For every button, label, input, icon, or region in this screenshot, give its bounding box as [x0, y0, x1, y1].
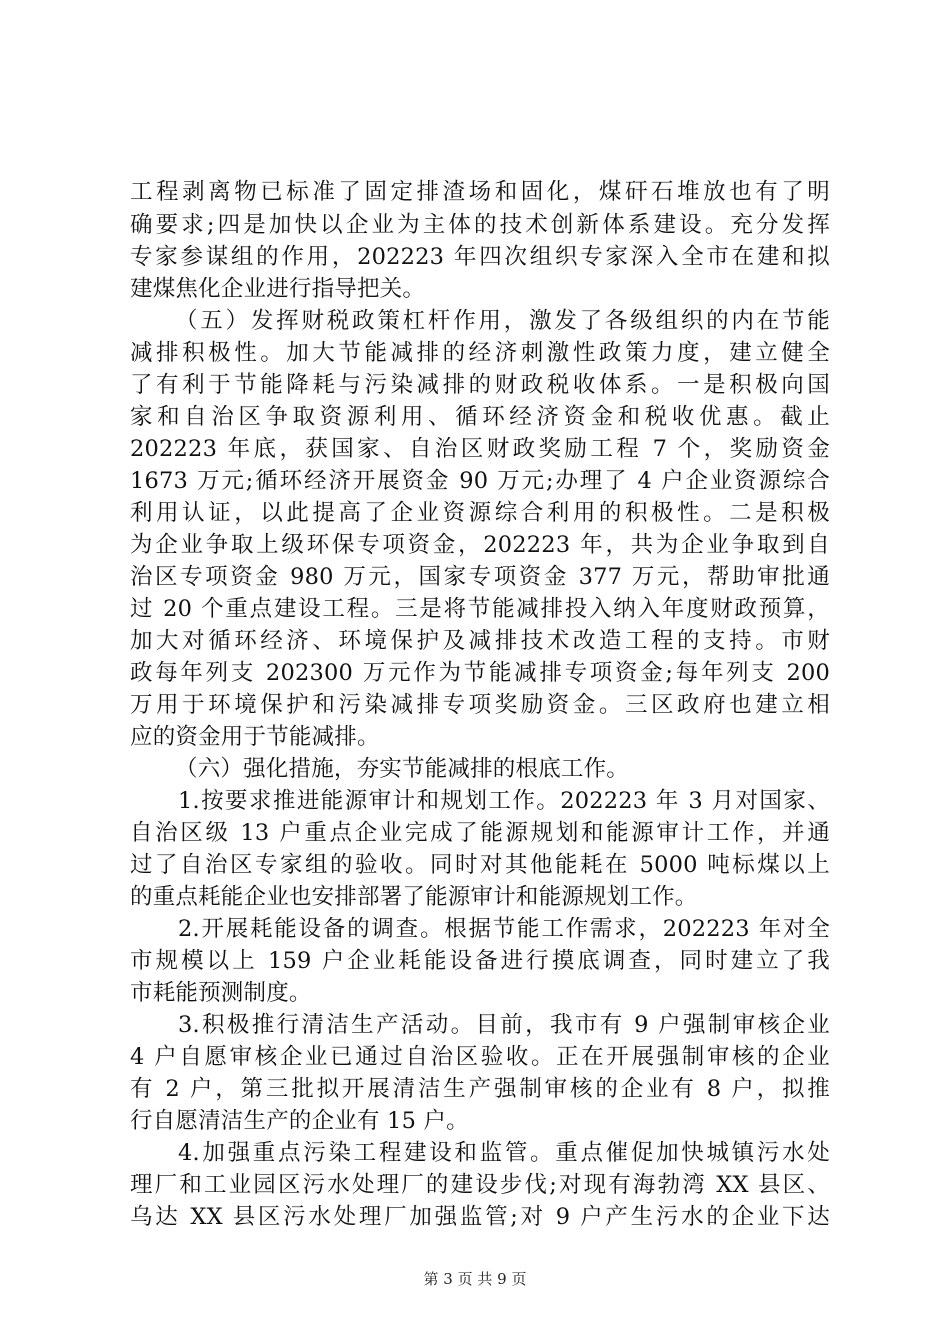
text-line: 市耗能预测制度。: [130, 980, 312, 1006]
text-line: 1673 万元;循环经济开展资金 90 万元;办理了 4 户企业资源综合: [130, 468, 830, 494]
text-line: 4 户自愿审核企业已通过自治区验收。正在开展强制审核的企业: [130, 1044, 830, 1070]
text-line: 加大对循环经济、环境保护及减排技术改造工程的支持。市财: [130, 628, 830, 654]
list-item-1: 1.按要求推进能源审计和规划工作。202223 年 3 月对国家、: [178, 788, 830, 814]
text-line: 理厂和工业园区污水处理厂的建设步伐;对现有海勃湾 XX 县区、: [130, 1172, 830, 1198]
text-line: 确要求;四是加快以企业为主体的技术创新体系建设。充分发挥: [130, 212, 830, 238]
text-line: 过了自治区专家组的验收。同时对其他能耗在 5000 吨标煤以上: [130, 852, 830, 878]
text-line: 为企业争取上级环保专项资金，202223 年，共为企业争取到自: [130, 532, 830, 558]
text-line: 自治区级 13 户重点企业完成了能源规划和能源审计工作，并通: [130, 820, 830, 846]
text-line: 家和自治区争取资源利用、循环经济资金和税收优惠。截止: [130, 404, 830, 430]
text-line: 过 20 个重点建设工程。三是将节能减排投入纳入年度财政预算，: [130, 596, 830, 622]
text-line: 利用认证，以此提高了企业资源综合利用的积极性。二是积极: [130, 500, 830, 526]
text-line: 行自愿清洁生产的企业有 15 户。: [130, 1108, 469, 1134]
page-number-footer: 第 3 页 共 9 页: [423, 1270, 527, 1288]
text-line: 市规模以上 159 户企业耗能设备进行摸底调查，同时建立了我: [130, 948, 830, 974]
text-line: 应的资金用于节能减排。: [130, 724, 380, 750]
text-line: 乌达 XX 县区污水处理厂加强监管;对 9 户产生污水的企业下达: [130, 1204, 830, 1230]
text-line: 建煤焦化企业进行指导把关。: [130, 276, 426, 302]
text-line: 了有利于节能降耗与污染减排的财政税收体系。一是积极向国: [130, 372, 830, 398]
text-line: 有 2 户，第三批拟开展清洁生产强制审核的企业有 8 户，拟推: [130, 1076, 830, 1102]
text-line: 的重点耗能企业也安排部署了能源审计和能源规划工作。: [130, 884, 698, 910]
list-item-3: 3.积极推行清洁生产活动。目前，我市有 9 户强制审核企业: [178, 1012, 830, 1038]
text-line: 治区专项资金 980 万元，国家专项资金 377 万元，帮助审批通: [130, 564, 830, 590]
section-heading-six: （六）强化措施，夯实节能减排的根底工作。: [175, 756, 630, 782]
text-line: 202223 年底，获国家、自治区财政奖励工程 7 个，奖励资金: [130, 436, 830, 462]
text-line: 工程剥离物已标准了固定排渣场和固化，煤矸石堆放也有了明: [130, 179, 830, 205]
list-item-2: 2.开展耗能设备的调查。根据节能工作需求，202223 年对全: [178, 916, 830, 942]
text-line: 万用于环境保护和污染减排专项奖励资金。三区政府也建立相: [130, 692, 830, 718]
text-line: 政每年列支 202300 万元作为节能减排专项资金;每年列支 200: [130, 660, 830, 686]
section-heading-five: （五）发挥财税政策杠杆作用，激发了各级组织的内在节能: [175, 308, 830, 334]
list-item-4: 4.加强重点污染工程建设和监管。重点催促加快城镇污水处: [178, 1140, 830, 1166]
text-line: 专家参谋组的作用，202223 年四次组织专家深入全市在建和拟: [130, 244, 830, 270]
text-line: 减排积极性。加大节能减排的经济刺激性政策力度，建立健全: [130, 340, 830, 366]
